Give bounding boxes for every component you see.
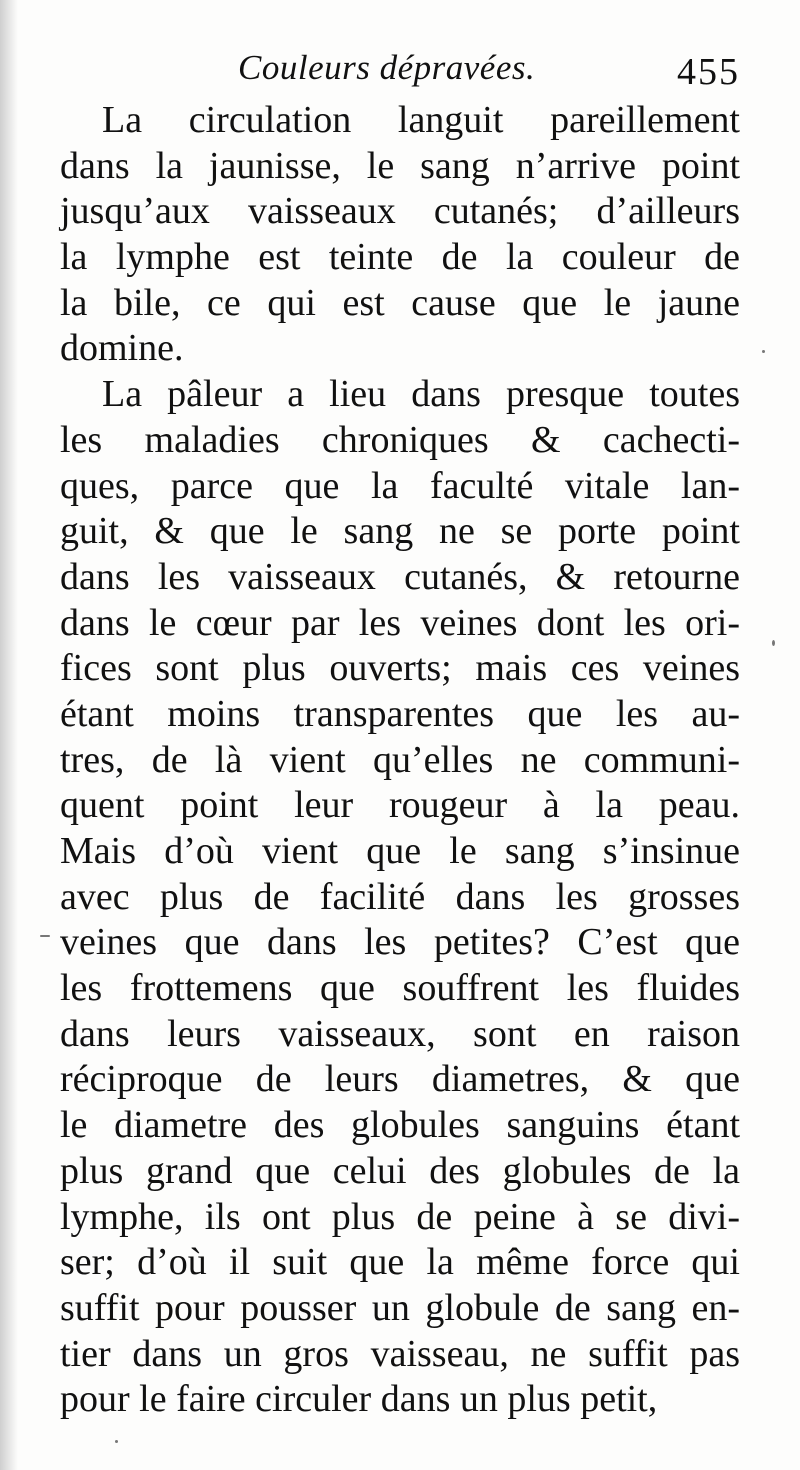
text-line: plus grand que celui des globules de la xyxy=(60,1149,740,1192)
text-line: dans le cœur par les veines dont les ori- xyxy=(60,601,740,644)
print-speck xyxy=(115,1440,118,1443)
text-line: pour le faire circuler dans un plus petit, xyxy=(60,1378,658,1421)
text-line: tier dans un gros vaisseau, ne suffit pas xyxy=(60,1332,740,1375)
text-line: lymphe, ils ont plus de peine à se divi- xyxy=(60,1195,740,1238)
text-line: le diametre des globules sanguins étant xyxy=(60,1104,740,1147)
text-line: La circulation languit pareillement xyxy=(102,99,740,141)
text-line: avec plus de facilité dans les grosses xyxy=(60,875,740,918)
text-line: dans les vaisseaux cutanés, & retourne xyxy=(60,555,740,598)
text-line: guit, & que le sang ne se porte point xyxy=(60,510,740,553)
text-line: fices sont plus ouverts; mais ces veines xyxy=(60,647,740,690)
text-line: ques, parce que la faculté vitale lan- xyxy=(60,464,740,507)
body-text xyxy=(60,98,740,1423)
text-line: la bile, ce qui est cause que le jaune xyxy=(60,281,740,324)
text-line: Mais d’où vient que le sang s’insinue xyxy=(60,830,740,872)
text-line: tres, de là vient qu’elles ne communi- xyxy=(60,738,740,781)
text-line: quent point leur rougeur à la peau. xyxy=(60,784,740,827)
text-line: jusqu’aux vaisseaux cutanés; d’ailleurs xyxy=(60,190,740,233)
print-speck xyxy=(772,640,775,646)
text-line: suffit pour pousser un globule de sang en- xyxy=(60,1286,740,1329)
text-line: domine. xyxy=(60,327,184,370)
text-line: ser; d’où il suit que la même force qui xyxy=(60,1241,740,1284)
text-line: réciproque de leurs diametres, & que xyxy=(60,1058,740,1101)
print-speck xyxy=(762,350,765,353)
running-title: Couleurs dépravées. xyxy=(238,48,536,87)
page-edge-shadow xyxy=(0,0,18,1470)
print-speck xyxy=(40,935,50,937)
page-number: 455 xyxy=(677,51,740,93)
text-line: les maladies chroniques & cachecti- xyxy=(60,418,740,461)
text-line: les frottemens que souffrent les fluides xyxy=(60,967,740,1010)
text-line: dans la jaunisse, le sang n’arrive point xyxy=(60,144,740,187)
text-line: dans leurs vaisseaux, sont en raison xyxy=(60,1012,740,1055)
text-line: étant moins transparentes que les au- xyxy=(60,692,740,735)
text-line: la lymphe est teinte de la couleur de xyxy=(60,236,740,279)
text-line: La pâleur a lieu dans presque toutes xyxy=(102,373,740,416)
text-line: veines que dans les petites? C’est que xyxy=(60,921,740,964)
page-header xyxy=(60,48,750,98)
